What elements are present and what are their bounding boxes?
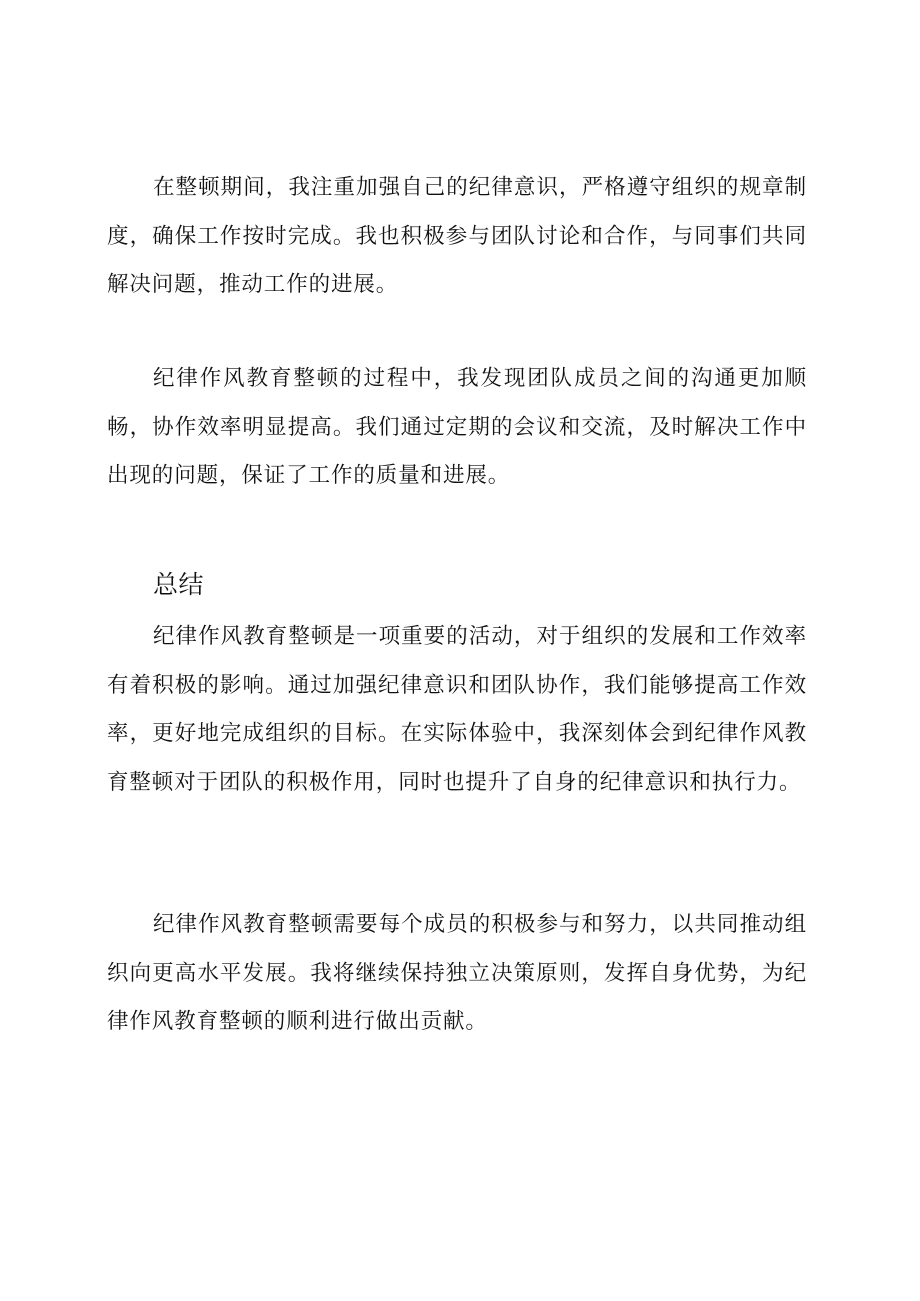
paragraph-summary-commitment: 纪律作风教育整顿需要每个成员的积极参与和努力，以共同推动组织向更高水平发展。我将继续保持独立决策原则，发挥自身优势，为纪律作风教育整顿的顺利进行做出贡献。 (107, 912, 807, 1034)
paragraph-team-communication: 纪律作风教育整顿的过程中，我发现团队成员之间的沟通更加顺畅，协作效率明显提高。我们通过定期的会议和交流，及时解决工作中出现的问题，保证了工作的质量和进展。 (107, 366, 807, 488)
paragraph-discipline-practice: 在整顿期间，我注重加强自己的纪律意识，严格遵守组织的规章制度，确保工作按时完成。我也积极参与团队讨论和合作，与同事们共同解决问题，推动工作的进展。 (107, 175, 807, 297)
section-heading-summary: 总结 (153, 570, 205, 599)
paragraph-summary-impact: 纪律作风教育整顿是一项重要的活动，对于组织的发展和工作效率有着积极的影响。通过加强纪律意识和团队协作，我们能够提高工作效率，更好地完成组织的目标。在实际体验中，我深刻体会到纪律作风教育整顿对于团队的积极作用，同时也提升了自身的纪律意识和执行力。 (107, 624, 807, 795)
